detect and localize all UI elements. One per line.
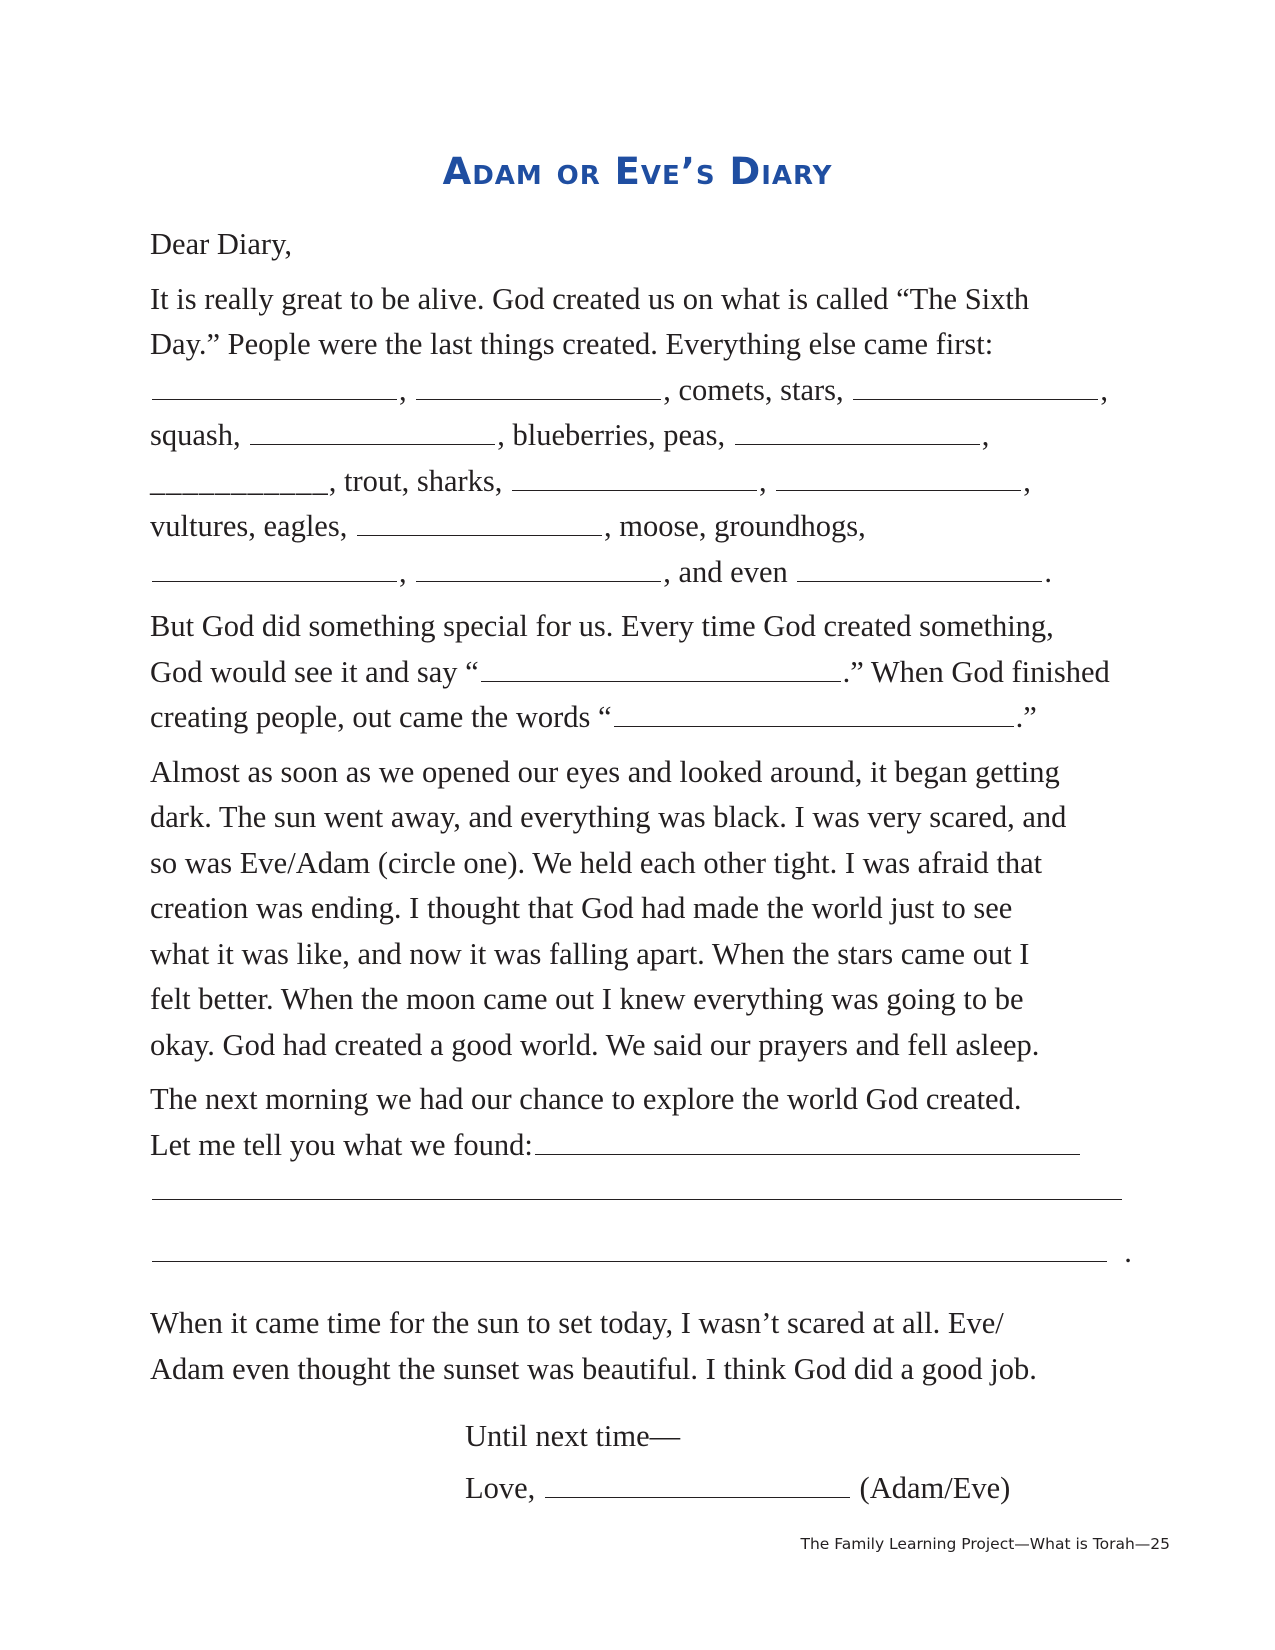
blank-field[interactable]: [512, 464, 757, 491]
text-line: Almost as soon as we opened our eyes and looked around, it began getting: [150, 754, 1060, 789]
text-line: , , comets, stars, ,: [150, 368, 1170, 414]
text-line: so was Eve/Adam (circle one). We held each other tight. I was afraid that: [150, 845, 1043, 880]
dashed-blank[interactable]: ___________: [150, 463, 329, 498]
closing: [465, 1410, 1010, 1514]
blank-field[interactable]: [614, 700, 1014, 727]
text-line: Let me tell you what we found:: [150, 1123, 1170, 1169]
text-line: ___________, trout, sharks, , ,: [150, 463, 1031, 498]
text-line: squash, , blueberries, peas, ,: [150, 418, 990, 452]
text-line: okay. God had created a good world. We said our prayers and fell asleep.: [150, 1027, 1040, 1062]
text-line: But God did something special for us. Every time God created something,: [150, 609, 1054, 643]
blank-field[interactable]: [152, 555, 397, 582]
paragraph-first-night: [150, 750, 1170, 1069]
text-line: .: [150, 1230, 1170, 1292]
text-line: creating people, out came the words “ .”: [150, 700, 1037, 734]
blank-field[interactable]: [416, 373, 661, 400]
text-line: vultures, eagles, , moose, groundhogs,: [150, 509, 866, 543]
text-line: Adam even thought the sunset was beautiful. I think God did a good job.: [150, 1351, 1037, 1386]
text-line: Day.” People were the last things created. Everything else came first:: [150, 327, 994, 361]
blank-field[interactable]: [735, 418, 980, 445]
blank-field[interactable]: [357, 509, 602, 536]
text-line: [150, 1168, 1170, 1230]
blank-field[interactable]: [152, 1173, 1122, 1200]
name-blank-field[interactable]: [545, 1471, 850, 1498]
blank-field[interactable]: [853, 373, 1098, 400]
text-line: When it came time for the sun to set today, I wasn’t scared at all. Eve/: [150, 1306, 1004, 1340]
page-title: Adam or Eve’s Diary: [442, 150, 833, 193]
closing-love-line: Love, (Adam/Eve): [465, 1471, 1011, 1505]
paragraph-sunset: [150, 1301, 1170, 1392]
paragraph-god-says: [150, 604, 1170, 741]
text-line: , , and even .: [150, 550, 1170, 596]
blank-field[interactable]: [797, 555, 1042, 582]
blank-field[interactable]: [152, 373, 397, 400]
text-line: felt better. When the moon came out I knew everything was going to be: [150, 982, 1024, 1016]
closing-until: Until next time—: [465, 1419, 681, 1453]
text-line: dark. The sun went away, and everything was black. I was very scared, and: [150, 800, 1067, 834]
page-footer: The Family Learning Project—What is Torah—25: [800, 1535, 1170, 1553]
blank-field[interactable]: [416, 555, 661, 582]
blank-field[interactable]: [250, 418, 495, 445]
text-line: The next morning we had our chance to explore the world God created.: [150, 1082, 1022, 1116]
paragraph-exploration: [150, 1077, 1170, 1292]
text-line: God would see it and say “ .” When God finished: [150, 654, 1110, 689]
diary-body: [150, 222, 1170, 1401]
text-line: what it was like, and now it was falling apart. When the stars came out I: [150, 936, 1030, 971]
blank-field[interactable]: [535, 1128, 1080, 1155]
text-line: creation was ending. I thought that God had made the world just to see: [150, 891, 1013, 925]
blank-field[interactable]: [481, 655, 841, 682]
text-line: It is really great to be alive. God created us on what is called “The Sixth: [150, 281, 1030, 316]
blank-field[interactable]: [152, 1235, 1107, 1262]
greeting: Dear Diary,: [150, 227, 292, 261]
blank-field[interactable]: [776, 464, 1021, 491]
paragraph-creation-list: [150, 277, 1170, 596]
